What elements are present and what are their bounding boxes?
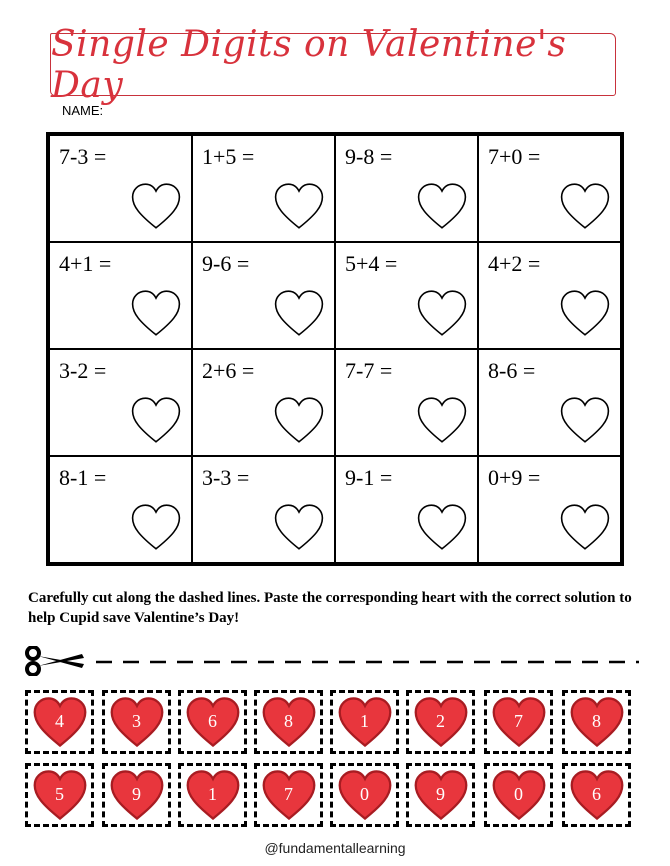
answer-card[interactable] [484, 763, 553, 827]
problem-equation: 3-2 = [59, 358, 107, 383]
problem-equation: 0+9 = [488, 465, 541, 490]
answer-number: 9 [436, 784, 445, 804]
problem-equation: 2+6 = [202, 358, 255, 383]
page-title: Single Digits on Valentine's Day [51, 23, 567, 106]
heart-outline-icon [129, 288, 183, 338]
answer-number: 6 [208, 711, 217, 731]
heart-outline-icon [129, 181, 183, 231]
problem-cell [335, 135, 478, 242]
answer-number: 2 [436, 711, 445, 731]
heart-outline-icon [415, 502, 469, 552]
problem-cell [335, 242, 478, 349]
answer-number: 0 [514, 784, 523, 804]
answer-card[interactable] [254, 690, 323, 754]
heart-outline-icon [415, 288, 469, 338]
answer-card[interactable] [25, 690, 94, 754]
problem-equation: 8-6 = [488, 358, 536, 383]
problem-cell [49, 242, 192, 349]
name-label: NAME: [62, 103, 104, 118]
answer-number: 8 [284, 711, 293, 731]
heart-outline-icon [558, 395, 612, 445]
answer-number: 1 [208, 784, 217, 804]
answer-card[interactable] [330, 690, 399, 754]
answer-number: 8 [592, 711, 601, 731]
heart-outline-icon [272, 502, 326, 552]
cut-line [24, 646, 644, 676]
answer-cards [25, 690, 637, 832]
answer-number: 4 [55, 711, 64, 731]
problem-cell [192, 349, 335, 456]
answer-card[interactable] [102, 690, 171, 754]
answer-number: 5 [55, 784, 64, 804]
heart-outline-icon [558, 502, 612, 552]
problem-equation: 7+0 = [488, 144, 541, 169]
answer-number: 3 [132, 711, 141, 731]
heart-outline-icon [272, 395, 326, 445]
answer-card[interactable] [102, 763, 171, 827]
answer-card[interactable] [330, 763, 399, 827]
problem-cell [335, 456, 478, 563]
problem-grid [46, 132, 624, 566]
problem-equation: 1+5 = [202, 144, 255, 169]
heart-outline-icon [129, 502, 183, 552]
answer-card[interactable] [178, 690, 247, 754]
title-banner [50, 23, 616, 106]
problem-equation: 8-1 = [59, 465, 107, 490]
problem-cell [335, 349, 478, 456]
problem-equation: 3-3 = [202, 465, 250, 490]
scissors-icon [27, 647, 84, 675]
problem-equation: 9-1 = [345, 465, 393, 490]
problem-equation: 5+4 = [345, 251, 398, 276]
answer-number: 0 [360, 784, 369, 804]
answer-card[interactable] [254, 763, 323, 827]
problem-cell [49, 456, 192, 563]
heart-outline-icon [558, 181, 612, 231]
footer-credit: @fundamentallearning [264, 840, 406, 856]
answer-card[interactable] [406, 763, 475, 827]
answer-number: 1 [360, 711, 369, 731]
answer-card[interactable] [562, 690, 631, 754]
answer-card[interactable] [25, 763, 94, 827]
problem-cell [478, 135, 621, 242]
heart-outline-icon [272, 181, 326, 231]
problem-equation: 4+1 = [59, 251, 112, 276]
problem-cell [49, 349, 192, 456]
problem-cell [192, 242, 335, 349]
answer-card[interactable] [178, 763, 247, 827]
problem-equation: 9-6 = [202, 251, 250, 276]
heart-outline-icon [415, 395, 469, 445]
problem-equation: 9-8 = [345, 144, 393, 169]
heart-outline-icon [415, 181, 469, 231]
problem-cell [478, 242, 621, 349]
problem-cell [192, 456, 335, 563]
problem-equation: 7-7 = [345, 358, 393, 383]
problem-cell [478, 456, 621, 563]
problem-equation: 7-3 = [59, 144, 107, 169]
heart-outline-icon [272, 288, 326, 338]
heart-outline-icon [558, 288, 612, 338]
answer-number: 9 [132, 784, 141, 804]
answer-card[interactable] [484, 690, 553, 754]
problem-cell [478, 349, 621, 456]
answer-number: 7 [284, 784, 293, 804]
answer-number: 6 [592, 784, 601, 804]
problem-cell [192, 135, 335, 242]
answer-card[interactable] [406, 690, 475, 754]
instructions: Carefully cut along the dashed lines. Paste the corresponding heart with the correct solution to help Cupid save Valentine’s Day! [28, 590, 632, 626]
problem-cell [49, 135, 192, 242]
problem-equation: 4+2 = [488, 251, 541, 276]
answer-card[interactable] [562, 763, 631, 827]
heart-outline-icon [129, 395, 183, 445]
answer-number: 7 [514, 711, 523, 731]
